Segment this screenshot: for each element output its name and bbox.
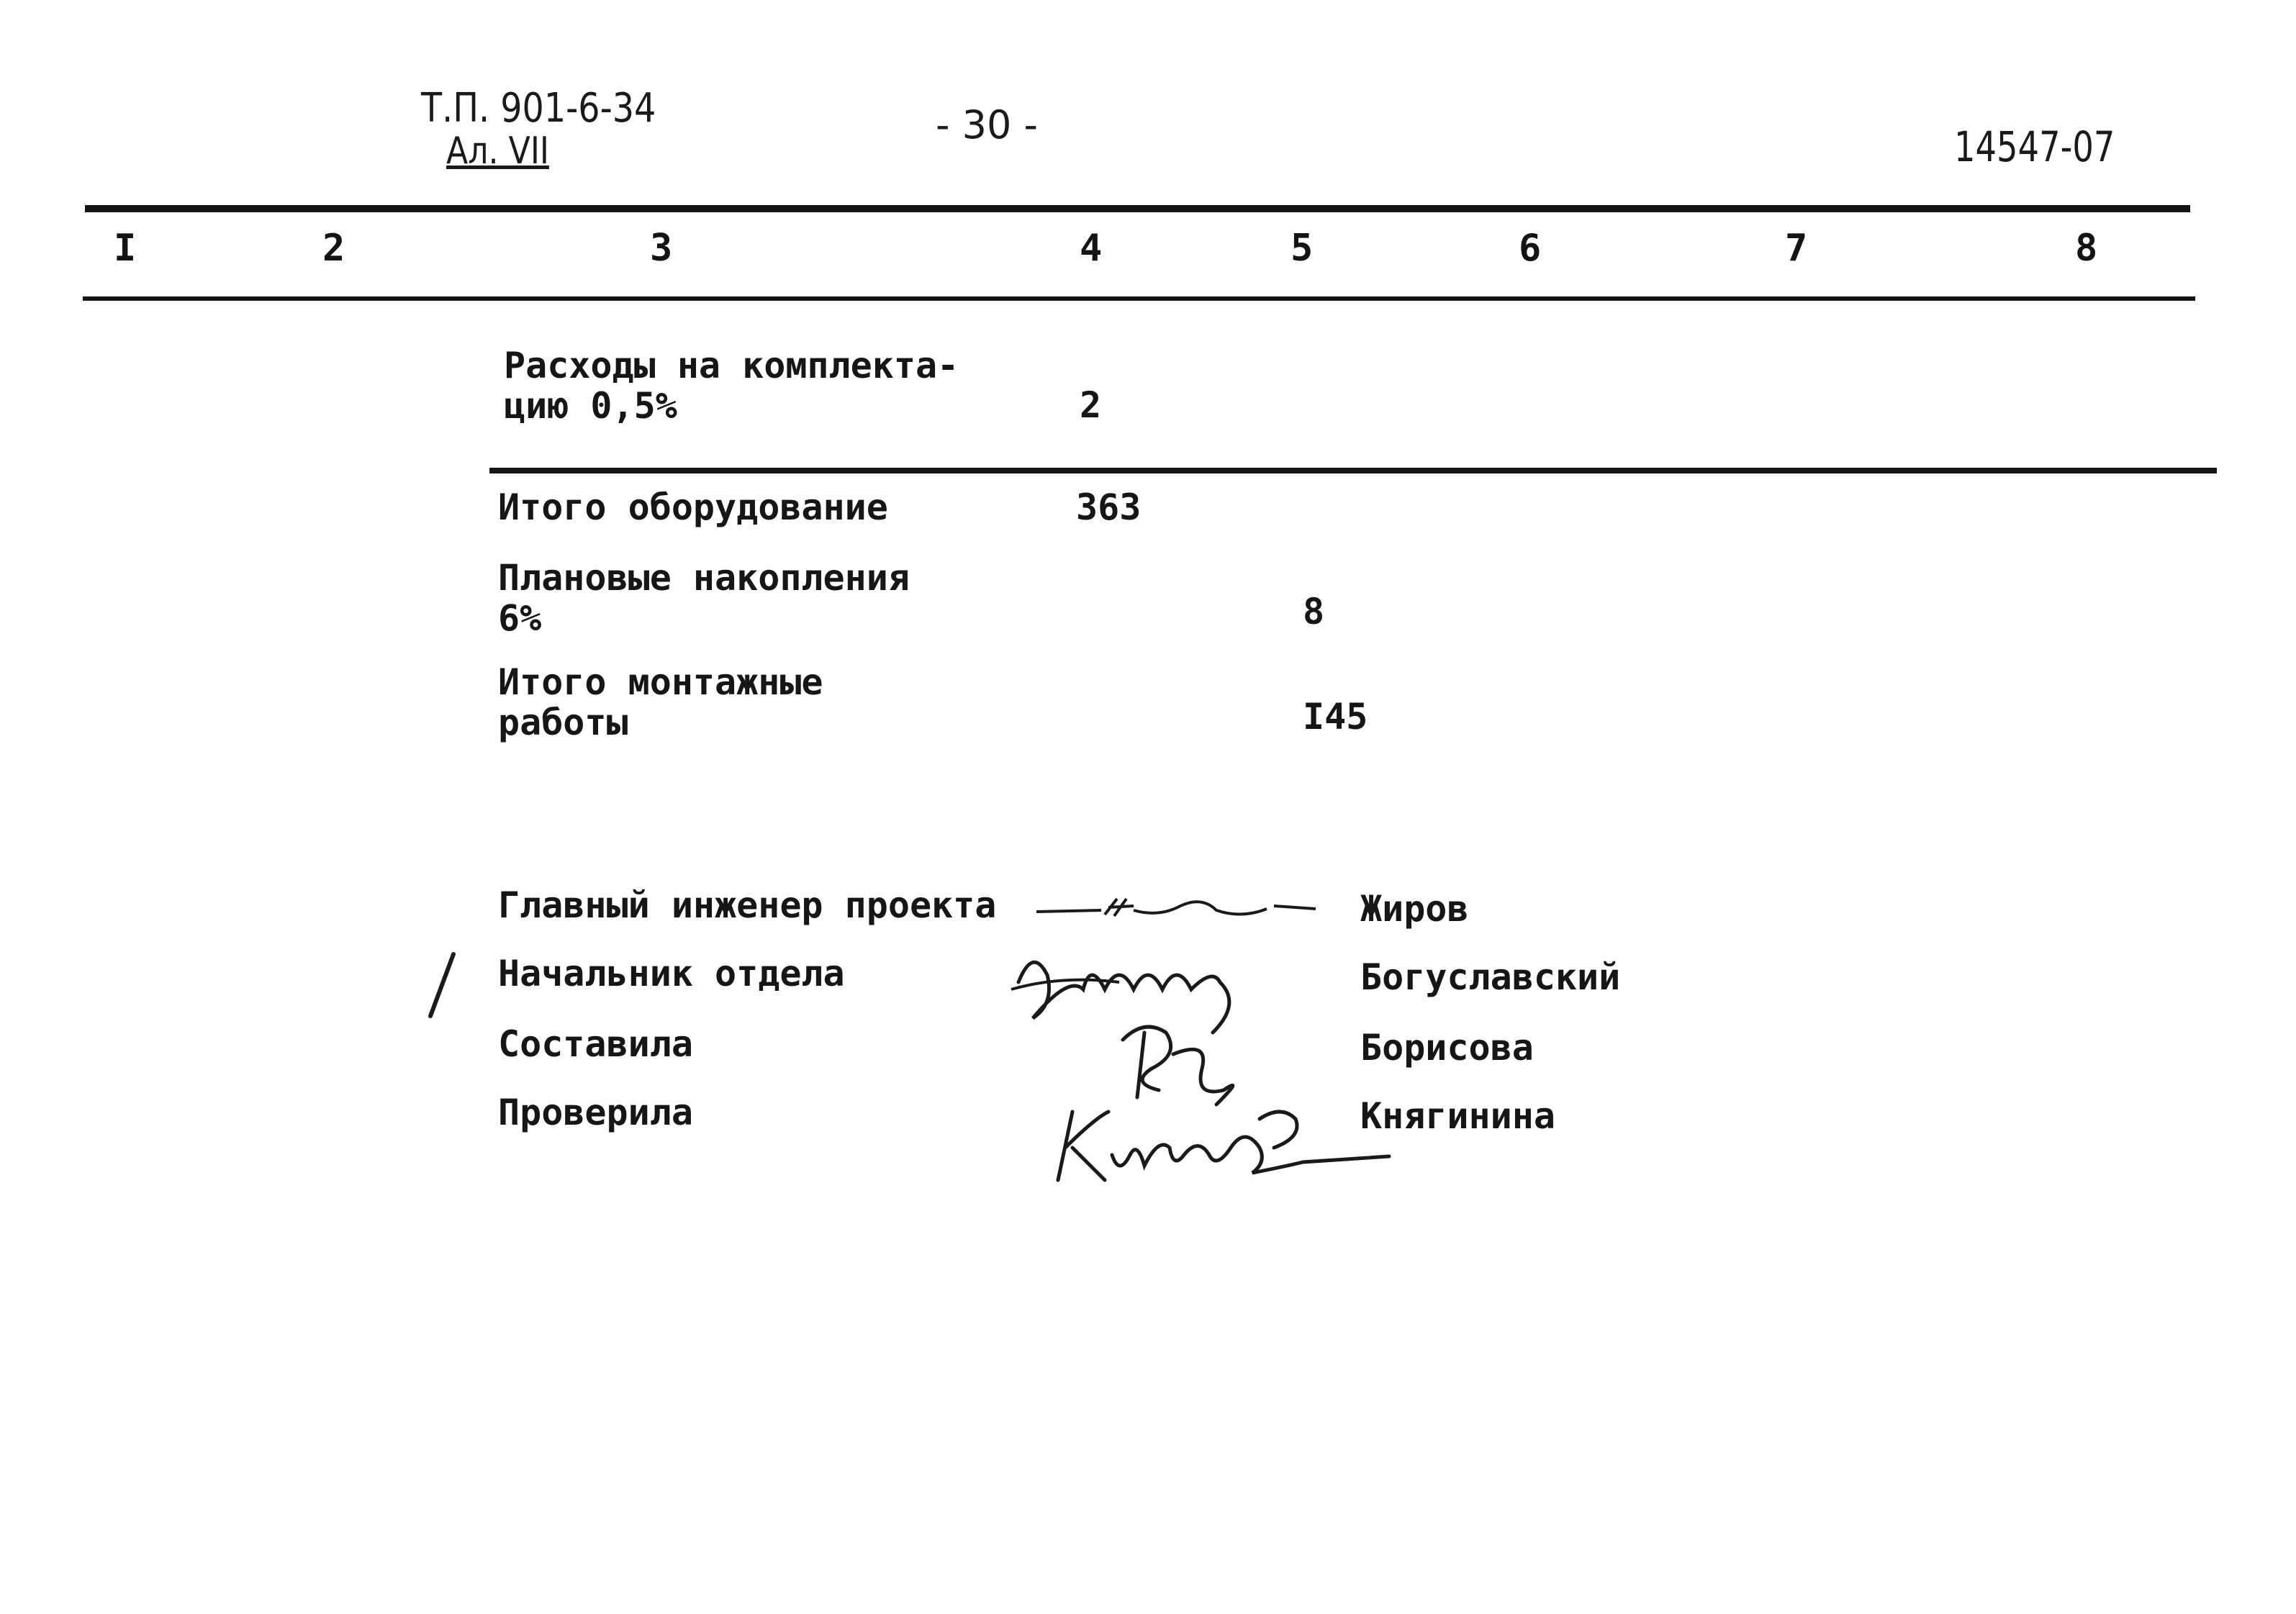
table-top-rule [85,205,2190,212]
column-number-7: 7 [1785,227,1808,270]
signature-chief-engineer [1036,889,1324,932]
signature-compiler [1101,1011,1260,1112]
column-number-6: 6 [1519,227,1542,270]
column-number-3: 3 [650,227,673,270]
row-value-col5: I45 [1303,696,1368,738]
column-number-2: 2 [322,227,345,270]
signature-name: Княгинина [1360,1095,1555,1137]
row-label-equipment-total: Итого оборудование [498,486,888,528]
table-header-bottom-rule [83,296,2195,301]
row-value-col5: 8 [1303,591,1325,633]
signature-name: Богуславский [1360,956,1621,998]
signature-role: Проверила [498,1092,693,1133]
signature-name: Борисова [1360,1027,1534,1069]
column-number-5: 5 [1291,227,1314,270]
row-label-installation-total: Итого монтажные работы [498,661,823,743]
signature-reviewer [1051,1097,1389,1191]
column-number-8: 8 [2075,227,2098,270]
row-label-planned-savings: Плановые накопления 6% [498,557,910,639]
document-number: 14547-07 [1954,122,2115,171]
column-number-4: 4 [1080,227,1103,270]
row-label-packaging-costs: Расходы на комплекта- цию 0,5% [504,345,959,427]
signature-role: Составила [498,1023,693,1065]
signature-name: Жиров [1360,888,1469,930]
row-value-col4: 2 [1080,384,1102,426]
page-number: - 30 - [936,102,1039,148]
subtotal-rule [489,468,2217,473]
handwritten-check-mark [425,950,461,1022]
column-number-1: I [114,227,137,270]
signature-role: Начальник отдела [498,953,845,994]
doc-reference-line1: Т.П. 901-6-34 [421,85,656,132]
row-value-col4: 363 [1076,486,1142,528]
doc-reference-line2: Ал. VII [446,130,549,173]
signature-role: Главный инженер проекта [498,884,997,926]
